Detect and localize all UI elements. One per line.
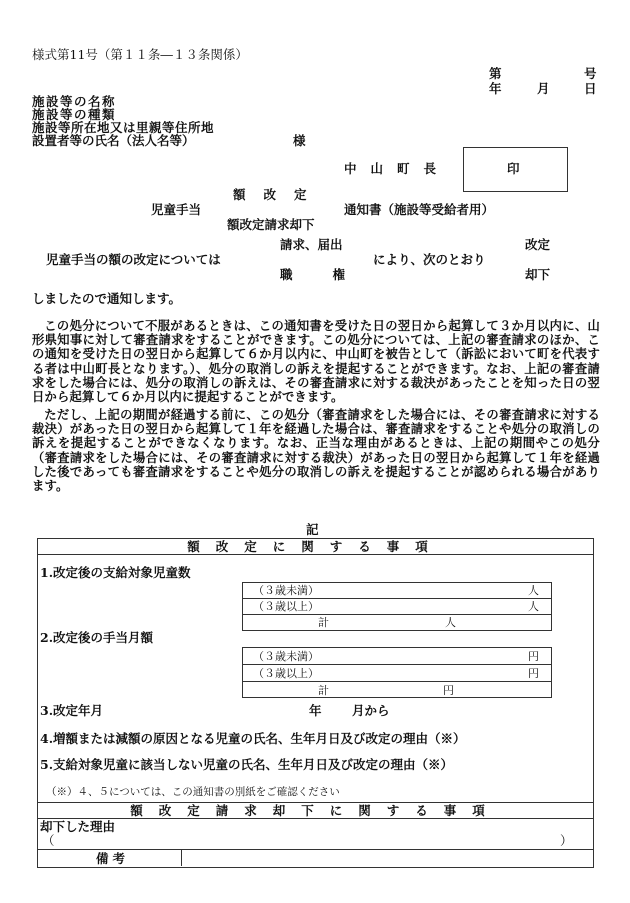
reject-reason-paren-close: ） [560,833,573,848]
reason-request: 請求、届出 [280,237,343,252]
subject-tail: しましたので通知します。 [32,291,182,306]
facility-name-label: 施設等の名称 [32,94,117,109]
amount-under3-unit: 円 [528,650,539,663]
count-under3-unit: 人 [528,584,539,597]
count-total-label: 計 [318,616,329,629]
facility-type-label: 施設等の種類 [32,107,117,122]
item3-year: 年 [309,703,322,718]
appeal-paragraph-2: ただし、上記の期間が経過する前に、この処分（審査請求をした場合には、その審査請求に対する裁決）があった日の翌日から起算して１年を経過した場合は、審査請求をすることや処分の取消しの訴えを提起することができなくなります。なお、正当な理由があるときは、上記の期間やこの処分（審査請求をした場合には、その審査請求に対する裁決）があった日の翌日から起算して１年を経過した後であっても審査請求をすることや処分の取消しの訴えを提起することが認められる場合があります。 [32,407,600,494]
form-number: 様式第11号（第１１条―１３条関係） [32,47,248,62]
count-over3-label: （３歳以上） [253,600,319,613]
count-under3-label: （３歳未満） [253,584,319,597]
amount-over3-unit: 円 [528,667,539,680]
number-suffix: 号 [584,66,597,81]
facility-address-label: 施設等所在地又は里親等住所地 [32,120,215,135]
note-text: （※）４、５については、この通知書の別紙をご確認ください [46,786,340,798]
day-label: 日 [584,81,597,96]
remarks-label: 備考 [96,851,130,866]
result-revise: 改定 [525,237,551,252]
issuer-name: 中山町長 [344,161,451,176]
item2-label: 2.改定後の手当月額 [40,630,154,645]
section2-title: 額改定請求却下に関する事項 [130,803,501,818]
amount-under3-label: （３歳未満） [253,650,319,663]
title-left: 児童手当 [151,202,202,217]
subject-lead: 児童手当の額の改定については [46,252,221,267]
item5-label: 5.支給対象児童に該当しない児童の氏名、生年月日及び改定の理由（※） [40,757,454,772]
reason-authority: 職権 [280,267,386,282]
founder-name-label: 設置者等の氏名（法人名等） [32,133,195,148]
title-option-revision: 額改定 [233,187,325,202]
honorific: 様 [293,133,306,148]
count-over3-unit: 人 [528,600,539,613]
result-reject: 却下 [525,267,551,282]
month-label: 月 [537,81,550,96]
title-option-reject: 額改定請求却下 [227,217,315,232]
subject-mid: により、次のとおり [373,252,486,267]
seal-mark: 印 [507,161,520,176]
year-label: 年 [489,81,502,96]
appeal-paragraph-1: この処分について不服があるときは、この通知書を受けた日の翌日から起算して３か月以内に、山形県知事に対して審査請求をすることができます。この処分については、上記の審査請求のほか、この通知を受けた日の翌日から起算して６か月以内に、中山町を被告として（訴訟において町を代表する者は中山町長となります。）、処分の取消しの訴えを提起することができます。なお、上記の審査請求をした場合には、処分の取消しの訴えは、その審査請求に対する裁決があったことを知った日の翌日から起算して６か月以内に提起することができます。 [32,318,600,405]
number-label: 第 [489,66,502,81]
item3-from: 月から [352,703,390,718]
amount-total-unit: 円 [443,684,454,697]
section1-title: 額改定に関する事項 [187,539,444,554]
amount-total-label: 計 [318,684,329,697]
reject-reason-label: 却下した理由 [40,819,116,834]
item4-label: 4.増額または減額の原因となる児童の氏名、生年月日及び改定の理由（※） [40,731,466,746]
ki-mark: 記 [306,522,319,537]
amount-over3-label: （３歳以上） [253,667,319,680]
item3-label: 3.改定年月 [40,703,104,718]
item1-label: 1.改定後の支給対象児童数 [40,565,191,580]
title-right: 通知書（施設等受給者用） [344,202,495,217]
reject-reason-paren-open: （ [42,833,55,848]
count-total-unit: 人 [445,616,456,629]
